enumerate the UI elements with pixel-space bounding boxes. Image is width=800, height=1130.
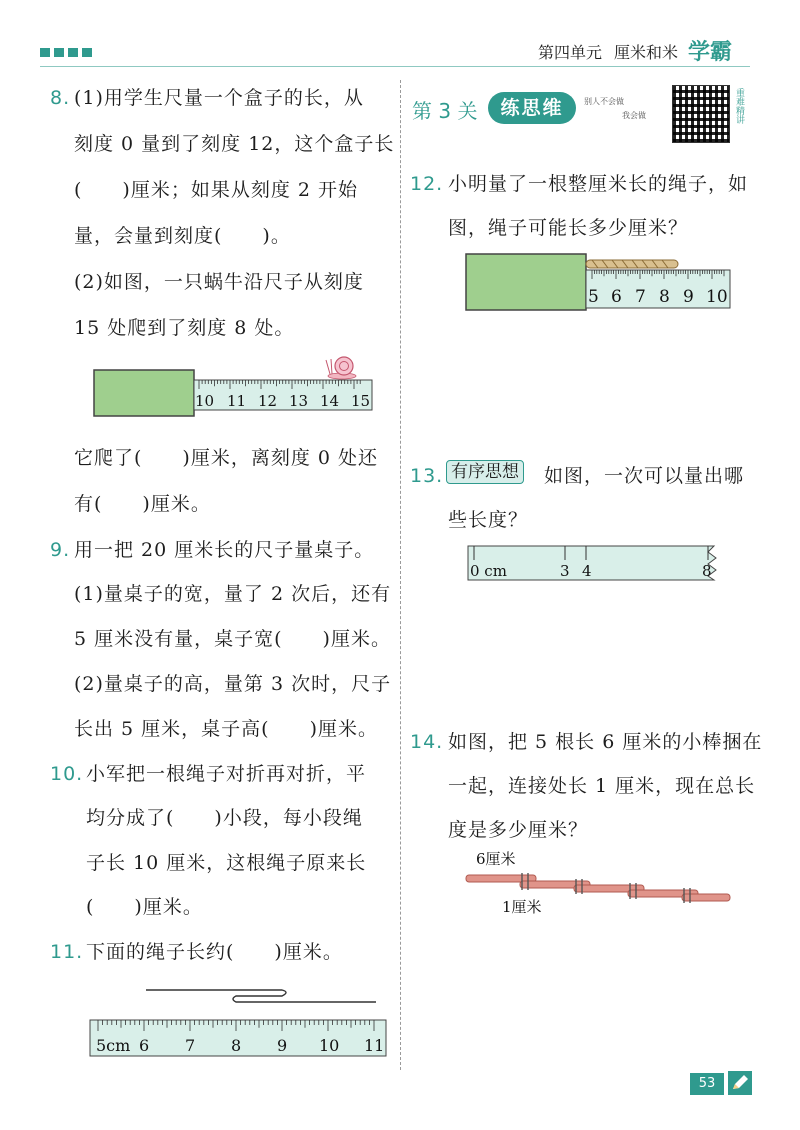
- q11-ruler-figure: [86, 980, 392, 1064]
- header-squares: [40, 48, 92, 57]
- tick-label: 10: [195, 392, 215, 410]
- hint-text: 别人不会做: [584, 97, 624, 106]
- q14-line: 如图，把 5 根长 6 厘米的小棒捆在: [448, 731, 763, 753]
- tick-label: 9: [277, 1036, 288, 1055]
- q8-line: 刻度 0 量到了刻度 12，这个盒子长: [74, 133, 395, 155]
- tick-label: 6: [611, 287, 622, 307]
- q9-line: 长出 5 厘米，桌子高( )厘米。: [74, 718, 378, 740]
- q13-ruler-figure: [464, 540, 734, 586]
- tick-label: 15: [351, 392, 371, 410]
- q10-line: 子长 10 厘米，这根绳子原来长: [86, 852, 367, 874]
- tick-label: 9: [683, 287, 694, 307]
- q13-line: 些长度？: [448, 509, 529, 531]
- box: [94, 370, 194, 416]
- q14-number: 14.: [410, 731, 444, 753]
- qr-caption: 重难精讲: [734, 88, 744, 124]
- q10-line: 均分成了( )小段，每小段绳: [86, 807, 363, 829]
- q10-line: ( )厘米。: [86, 896, 203, 918]
- q8-line: ( )厘米；如果从刻度 2 开始: [74, 179, 358, 201]
- snail-icon: [326, 357, 356, 379]
- q13-number: 13.: [410, 465, 444, 487]
- tick-label: 11: [364, 1036, 385, 1055]
- tick-label: 7: [185, 1036, 196, 1055]
- label-1cm: 1厘米: [502, 898, 542, 916]
- tick-label: 4: [582, 562, 592, 580]
- page-number: 53: [690, 1073, 724, 1095]
- q12-line: 小明量了一根整厘米长的绳子，如: [448, 173, 749, 195]
- q10-line: 小军把一根绳子对折再对折，平: [86, 763, 367, 785]
- q11-line: 下面的绳子长约( )厘米。: [86, 941, 343, 963]
- level-badge: 练思维: [488, 92, 576, 124]
- q8-number: 8.: [50, 87, 71, 109]
- q8-line: (2)如图，一只蜗牛沿尺子从刻度: [74, 271, 364, 293]
- rope-icon: [586, 260, 678, 268]
- tick-label: 11: [227, 392, 247, 410]
- q10-number: 10.: [50, 763, 84, 785]
- q13-tag: 有序思想: [446, 460, 524, 484]
- header-rule: [40, 66, 750, 67]
- q12-line: 图，绳子可能长多少厘米？: [448, 217, 689, 239]
- q12-number: 12.: [410, 173, 444, 195]
- q9-line: 用一把 20 厘米长的尺子量桌子。: [74, 539, 375, 561]
- q8-ruler-figure: [90, 350, 380, 420]
- q9-line: 5 厘米没有量，桌子宽( )厘米。: [74, 628, 391, 650]
- tick-label: 8: [231, 1036, 242, 1055]
- q14-sticks-figure: [462, 848, 738, 918]
- tick-label: 13: [289, 392, 309, 410]
- q9-line: (2)量桌子的高，量第 3 次时，尺子: [74, 673, 392, 695]
- q14-line: 一起，连接处长 1 厘米，现在总长: [448, 775, 756, 797]
- level-label: 第 3 关: [412, 99, 478, 123]
- unit-label: 第四单元: [538, 43, 603, 62]
- tick-label: 12: [258, 392, 278, 410]
- tick-label: 3: [560, 562, 570, 580]
- q8-line: 15 处爬到了刻度 8 处。: [74, 317, 295, 339]
- q11-number: 11.: [50, 941, 84, 963]
- ruler: [194, 380, 372, 410]
- q13-line: 如图，一次可以量出哪: [544, 465, 745, 487]
- tick-label: 14: [320, 392, 340, 410]
- q8-line: (1)用学生尺量一个盒子的长，从: [74, 87, 364, 109]
- q8-line: 量，会量到刻度( )。: [74, 225, 291, 247]
- column-divider: [400, 80, 401, 1070]
- tick-label: 0 cm: [470, 562, 507, 580]
- pencil-icon: [728, 1071, 752, 1095]
- tick-label: 10: [319, 1036, 340, 1055]
- tick-label: 8: [659, 287, 670, 307]
- rope: [146, 990, 376, 1002]
- q12-ruler-figure: [462, 246, 736, 316]
- brand-logo: 学霸: [688, 40, 733, 65]
- q9-number: 9.: [50, 539, 71, 561]
- q8-line: 它爬了( )厘米，离刻度 0 处还: [74, 447, 378, 469]
- tick-label: 5cm: [96, 1036, 131, 1055]
- tick-label: 8: [702, 562, 712, 580]
- hint-text: 我会做: [622, 111, 646, 120]
- tick-label: 7: [635, 287, 646, 307]
- qr-code[interactable]: [672, 85, 730, 143]
- topic-label: 厘米和米: [614, 43, 679, 62]
- tick-label: 5: [588, 287, 599, 307]
- q9-line: (1)量桌子的宽，量了 2 次后，还有: [74, 583, 392, 605]
- tick-label: 6: [139, 1036, 150, 1055]
- tick-label: 10: [706, 287, 728, 307]
- q8-line: 有( )厘米。: [74, 493, 211, 515]
- q14-line: 度是多少厘米？: [448, 819, 589, 841]
- box: [466, 254, 586, 310]
- label-6cm: 6厘米: [476, 850, 516, 868]
